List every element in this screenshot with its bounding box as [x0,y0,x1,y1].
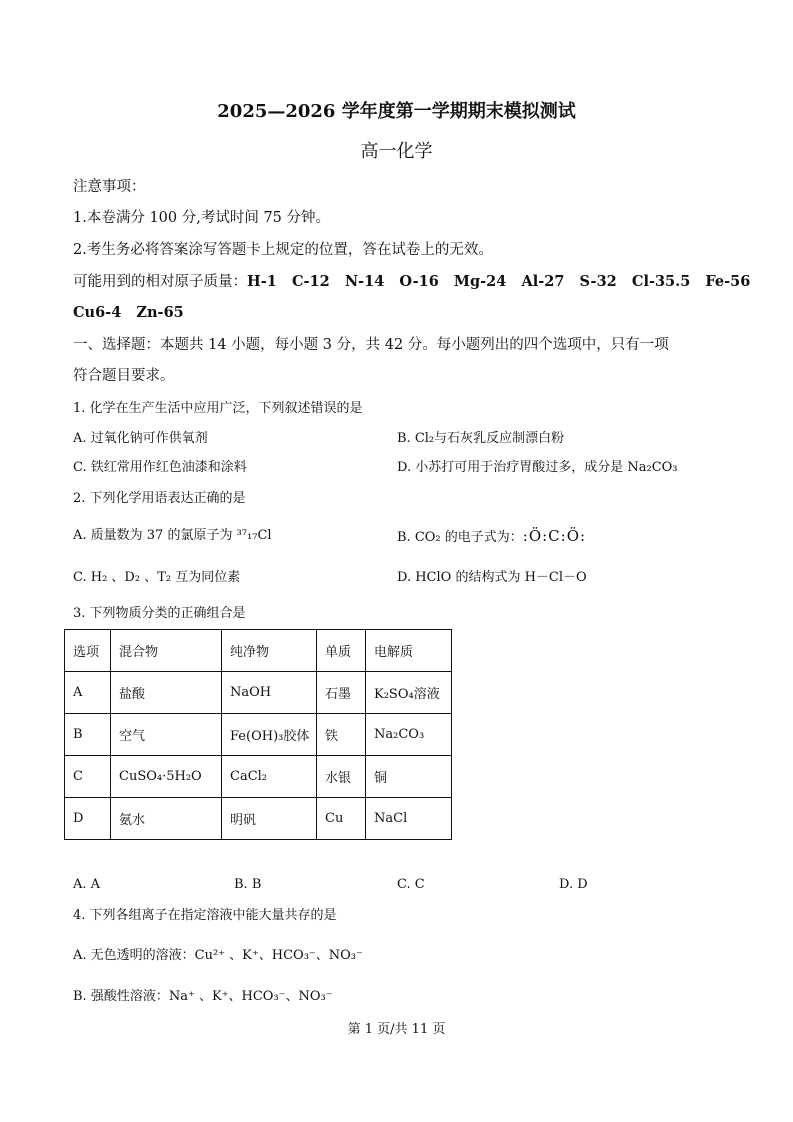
notes-heading: 注意事项： [73,179,146,195]
table-cell: A [65,672,111,714]
q3-option-a: A. A [73,877,101,892]
classification-table [64,629,452,840]
section1-instructions-2: 符合题目要求。 [73,368,175,384]
note-1: 1.本卷满分 100 分,考试时间 75 分钟。 [73,210,331,226]
q4-option-b: B. 强酸性溶液：Na⁺ 、K⁺、HCO₃⁻、NO₃⁻ [73,989,333,1004]
table-cell: B [65,714,111,756]
table-cell: K₂SO₄溶液 [366,672,452,714]
table-cell: 空气 [111,714,222,756]
table-cell: NaCl [366,798,452,840]
table-header: 单质 [317,630,366,672]
atomic-mass-line [73,275,750,290]
table-header: 电解质 [366,630,452,672]
q3-option-c: C. C [397,877,425,892]
table-row [65,798,452,840]
table-cell: 明矾 [222,798,317,840]
co2-electron-formula: :Ö:C:Ö: [522,527,587,545]
q4-stem: 4. 下列各组离子在指定溶液中能大量共存的是 [73,908,337,923]
table-cell: NaOH [222,672,317,714]
note-2: 2.考生务必将答案涂写答题卡上规定的位置，答在试卷上的无效。 [73,242,493,258]
q1-option-c: C. 铁红常用作红色油漆和涂料 [73,460,247,475]
exam-title: 2025—2026 学年度第一学期期末模拟测试 [217,101,576,122]
table-header-row [65,630,452,672]
table-row [65,756,452,798]
q1-stem: 1. 化学在生产生活中应用广泛，下列叙述错误的是 [73,401,363,416]
table-cell: 水银 [317,756,366,798]
section1-instructions: 一、选择题：本题共 14 小题，每小题 3 分，共 42 分。每小题列出的四个选项中，只有一项 [73,337,669,353]
table-cell: Na₂CO₃ [366,714,452,756]
q1-option-a: A. 过氧化钠可作供氧剂 [73,431,208,446]
table-cell: Cu [317,798,366,840]
table-cell: D [65,798,111,840]
table-row [65,714,452,756]
q2-option-a: A. 质量数为 37 的氯原子为 ³⁷₁₇Cl [73,528,272,543]
atomic-label: 可能用到的相对原子质量： [73,274,247,290]
table-row [65,672,452,714]
q3-stem: 3. 下列物质分类的正确组合是 [73,606,246,621]
q2-stem: 2. 下列化学用语表达正确的是 [73,491,246,506]
table-header: 纯净物 [222,630,317,672]
q2-option-b [397,529,586,544]
table-cell: 氨水 [111,798,222,840]
table-header: 混合物 [111,630,222,672]
table-cell: 盐酸 [111,672,222,714]
page-footer: 第 1 页/共 11 页 [347,1022,446,1037]
atomic-values-2: Cu6-4 Zn-65 [73,304,184,321]
q3-option-d: D. D [559,877,588,892]
q1-option-b: B. Cl₂与石灰乳反应制漂白粉 [397,431,565,446]
q4-option-a: A. 无色透明的溶液：Cu²⁺ 、K⁺、HCO₃⁻、NO₃⁻ [73,948,363,963]
atomic-values: H-1 C-12 N-14 O-16 Mg-24 Al-27 S-32 Cl-35.5 Fe-56 [247,273,751,290]
exam-subtitle: 高一化学 [360,141,433,162]
table-cell: 铜 [366,756,452,798]
table-cell: 铁 [317,714,366,756]
table-cell: CaCl₂ [222,756,317,798]
q2-option-c: C. H₂ 、D₂ 、T₂ 互为同位素 [73,570,241,585]
table-cell: C [65,756,111,798]
q1-option-d: D. 小苏打可用于治疗胃酸过多，成分是 Na₂CO₃ [397,460,678,475]
table-cell: Fe(OH)₃胶体 [222,714,317,756]
q2-option-b-text: B. CO₂ 的电子式为： [397,530,523,545]
table-cell: CuSO₄·5H₂O [111,756,222,798]
q3-option-b: B. B [234,877,262,892]
q2-option-d: D. HClO 的结构式为 H－Cl－O [397,570,587,585]
table-cell: 石墨 [317,672,366,714]
table-header: 选项 [65,630,111,672]
